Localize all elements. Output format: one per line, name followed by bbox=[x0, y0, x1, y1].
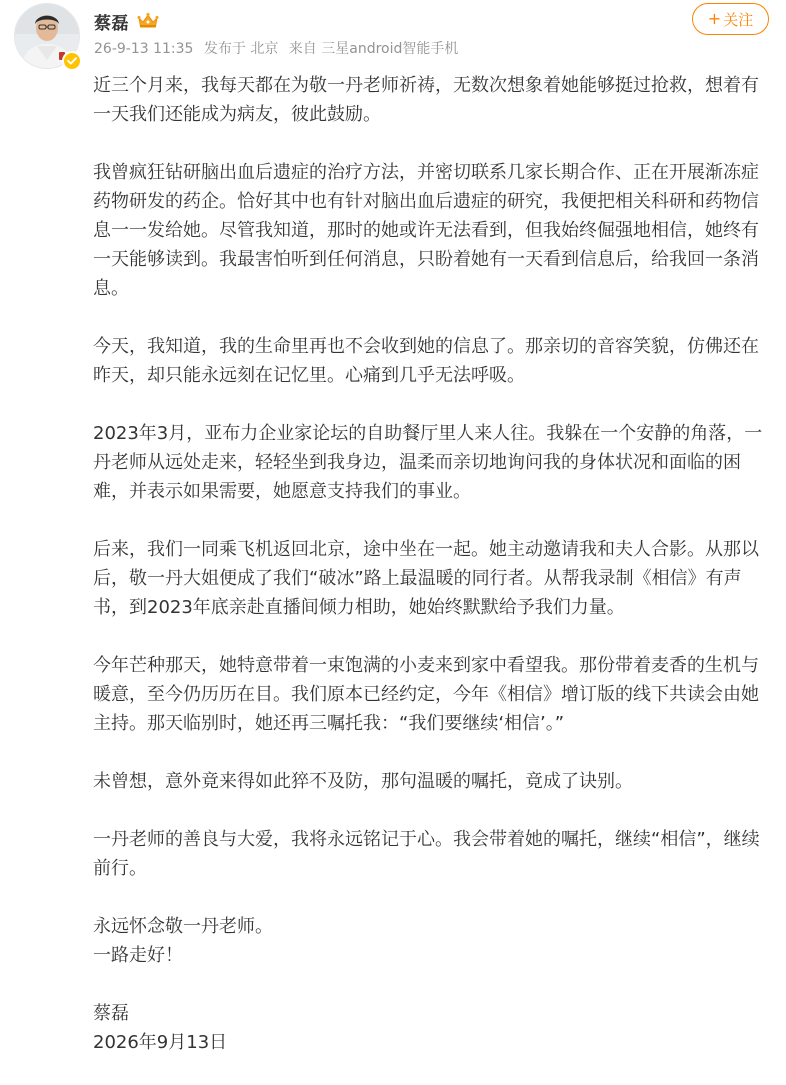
paragraph: 2023年3月，亚布力企业家论坛的自助餐厅里人来人往。我躲在一个安静的角落，一丹老师从远处走来，轻轻坐到我身边，温柔而亲切地询问我的身体状况和面临的困难，并表示如果需要，她愿意支持我们的事业。 bbox=[93, 423, 763, 502]
avatar[interactable] bbox=[14, 3, 80, 69]
verified-icon bbox=[62, 51, 82, 71]
closing-line-1: 永远怀念敬一丹老师。 bbox=[93, 916, 273, 937]
paragraph: 近三个月来，我每天都在为敬一丹老师祈祷，无数次想象着她能够挺过抢救，想着有一天我们还能成为病友，彼此鼓励。 bbox=[93, 75, 759, 125]
post-meta bbox=[94, 38, 786, 58]
paragraph: 我曾疯狂钻研脑出血后遗症的治疗方法，并密切联系几家长期合作、正在开展渐冻症药物研发的药企。恰好其中也有针对脑出血后遗症的研究，我便把相关科研和药物信息一一发给她。尽管我知道，那时的她或许无法看到，但我始终倔强地相信，她终有一天能够读到。我最害怕听到任何消息，只盼着她有一天看到信息后，给我回一条消息。 bbox=[93, 162, 759, 299]
user-name[interactable]: 蔡磊 bbox=[94, 13, 129, 34]
follow-button[interactable] bbox=[692, 3, 769, 35]
crown-icon[interactable] bbox=[137, 12, 159, 30]
post-source: 来自 三星android智能手机 bbox=[288, 41, 459, 57]
name-row bbox=[94, 8, 786, 34]
paragraph: 一丹老师的善良与大爱，我将永远铭记于心。我会带着她的嘱托，继续“相信”，继续前行。 bbox=[93, 829, 760, 879]
plus-icon: + bbox=[707, 9, 722, 28]
post-header bbox=[94, 8, 786, 58]
post-time[interactable]: 26-9-13 11:35 bbox=[94, 41, 194, 57]
closing-line-2: 一路走好！ bbox=[93, 945, 183, 966]
paragraph: 今年芒种那天，她特意带着一束饱满的小麦来到家中看望我。那份带着麦香的生机与暖意，至今仍历历在目。我们原本已经约定，今年《相信》增订版的线下共读会由她主持。那天临别时，她还再三嘱托我：“我们要继续‘相信’。” bbox=[93, 655, 759, 734]
paragraph: 未曾想，意外竟来得如此猝不及防，那句温暖的嘱托，竟成了诀别。 bbox=[93, 771, 633, 792]
follow-button-label: 关注 bbox=[723, 10, 754, 29]
post-location: 发布于 北京 bbox=[203, 41, 279, 57]
paragraph: 今天，我知道，我的生命里再也不会收到她的信息了。那亲切的音容笑貌，仿佛还在昨天，却只能永远刻在记忆里。心痛到几乎无法呼吸。 bbox=[93, 336, 759, 386]
paragraph: 后来，我们一同乘飞机返回北京，途中坐在一起。她主动邀请我和夫人合影。从那以后，敬一丹大姐便成了我们“破冰”路上最温暖的同行者。从帮我录制《相信》有声书，到2023年底亲赴直播间倾力相助，她始终默默给予我们力量。 bbox=[93, 539, 759, 618]
post-content bbox=[93, 71, 773, 1057]
signature-name: 蔡磊 bbox=[93, 1003, 129, 1024]
signature-date: 2026年9月13日 bbox=[93, 1032, 228, 1053]
